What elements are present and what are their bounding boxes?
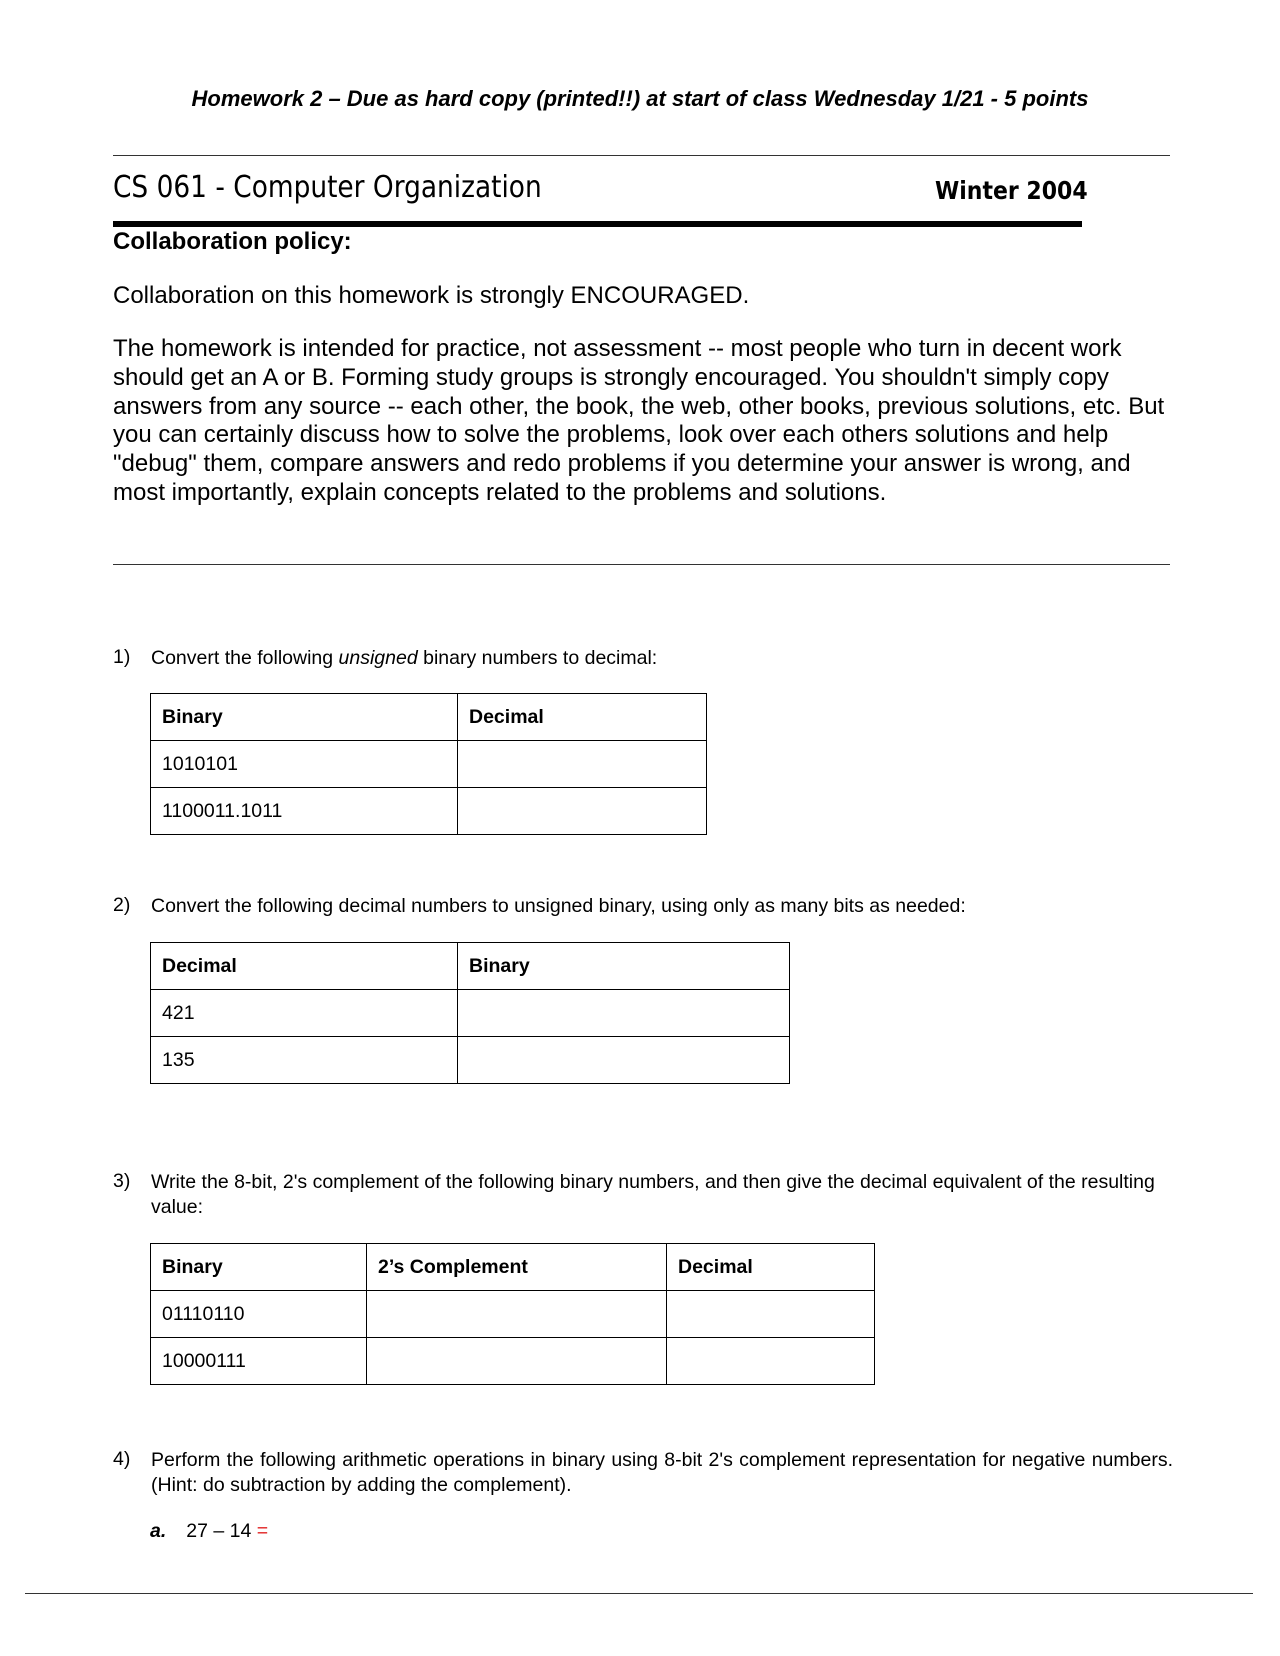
table-header-row [151, 1244, 875, 1291]
answer-cell[interactable] [458, 990, 790, 1037]
table-row [151, 788, 707, 835]
column-header: Binary [458, 943, 790, 990]
footer-divider [25, 1593, 1253, 1594]
title-underline [113, 221, 1082, 227]
equals-sign: = [256, 1520, 269, 1542]
decimal-to-binary-table [150, 942, 790, 1084]
answer-cell[interactable] [458, 741, 707, 788]
question-1 [113, 646, 1173, 676]
question-4 [113, 1448, 1173, 1503]
question-3 [113, 1170, 1173, 1225]
table-header-row [151, 943, 790, 990]
table-header-row [151, 694, 707, 741]
table-row [151, 1338, 875, 1385]
table-cell: 10000111 [151, 1338, 367, 1385]
question-number: 1) [113, 646, 131, 668]
table-row [151, 990, 790, 1037]
section-divider [113, 564, 1170, 565]
binary-to-decimal-table [150, 693, 707, 835]
question-number: 4) [113, 1448, 131, 1470]
part-label: a. [150, 1520, 167, 1542]
table-cell: 01110110 [151, 1291, 367, 1338]
column-header: Binary [151, 1244, 367, 1291]
table-row [151, 741, 707, 788]
answer-cell[interactable] [667, 1338, 875, 1385]
answer-cell[interactable] [367, 1291, 667, 1338]
question-text: Convert the following decimal numbers to unsigned binary, using only as many bits as needed: [151, 895, 966, 917]
question-4-part-a [150, 1520, 268, 1543]
course-title: CS 061 - Computer Organization [113, 170, 542, 205]
question-2 [113, 894, 1173, 924]
table-cell: 1010101 [151, 741, 458, 788]
question-number: 2) [113, 894, 131, 916]
twos-complement-table [150, 1243, 875, 1385]
arithmetic-expression: 27 – 14 [186, 1520, 257, 1542]
answer-cell[interactable] [367, 1338, 667, 1385]
table-cell: 135 [151, 1037, 458, 1084]
collaboration-paragraph-1: Collaboration on this homework is strongly ENCOURAGED. [113, 282, 750, 309]
column-header: 2’s Complement [367, 1244, 667, 1291]
collaboration-paragraph-2: The homework is intended for practice, not assessment -- most people who turn in decent work should get an A or B. Forming study groups is strongly encouraged. You shouldn't simply copy answers from any source -- each other, the book, the web, other books, previous solutions, etc. But you can certainly discuss how to solve the problems, look over each others solutions and help "debug" them, compare answers and redo problems if you determine your answer is wrong, and most importantly, explain concepts related to the problems and solutions. [113, 335, 1165, 506]
answer-cell[interactable] [667, 1291, 875, 1338]
assignment-header: Homework 2 – Due as hard copy (printed!!) at start of class Wednesday 1/21 - 5 points [191, 86, 1089, 111]
collaboration-heading: Collaboration policy: [113, 228, 352, 255]
question-text-part: Convert the following [151, 647, 339, 669]
answer-cell[interactable] [458, 788, 707, 835]
header-divider [113, 155, 1170, 156]
question-text-part: binary numbers to decimal: [417, 647, 658, 669]
table-row [151, 1037, 790, 1084]
answer-cell[interactable] [458, 1037, 790, 1084]
question-text [151, 646, 657, 671]
column-header: Decimal [667, 1244, 875, 1291]
table-cell: 421 [151, 990, 458, 1037]
term-label: Winter 2004 [935, 176, 1088, 205]
question-text: Write the 8-bit, 2's complement of the following binary numbers, and then give the decimal equivalent of the resulting value: [151, 1171, 1155, 1218]
question-text: Perform the following arithmetic operations in binary using 8-bit 2's complement representation for negative numbers. (Hint: do subtraction by adding the complement). [151, 1449, 1173, 1496]
question-number: 3) [113, 1170, 131, 1192]
table-cell: 1100011.1011 [151, 788, 458, 835]
column-header: Decimal [151, 943, 458, 990]
table-row [151, 1291, 875, 1338]
question-emphasis: unsigned [338, 647, 418, 669]
column-header: Decimal [458, 694, 707, 741]
column-header: Binary [151, 694, 458, 741]
